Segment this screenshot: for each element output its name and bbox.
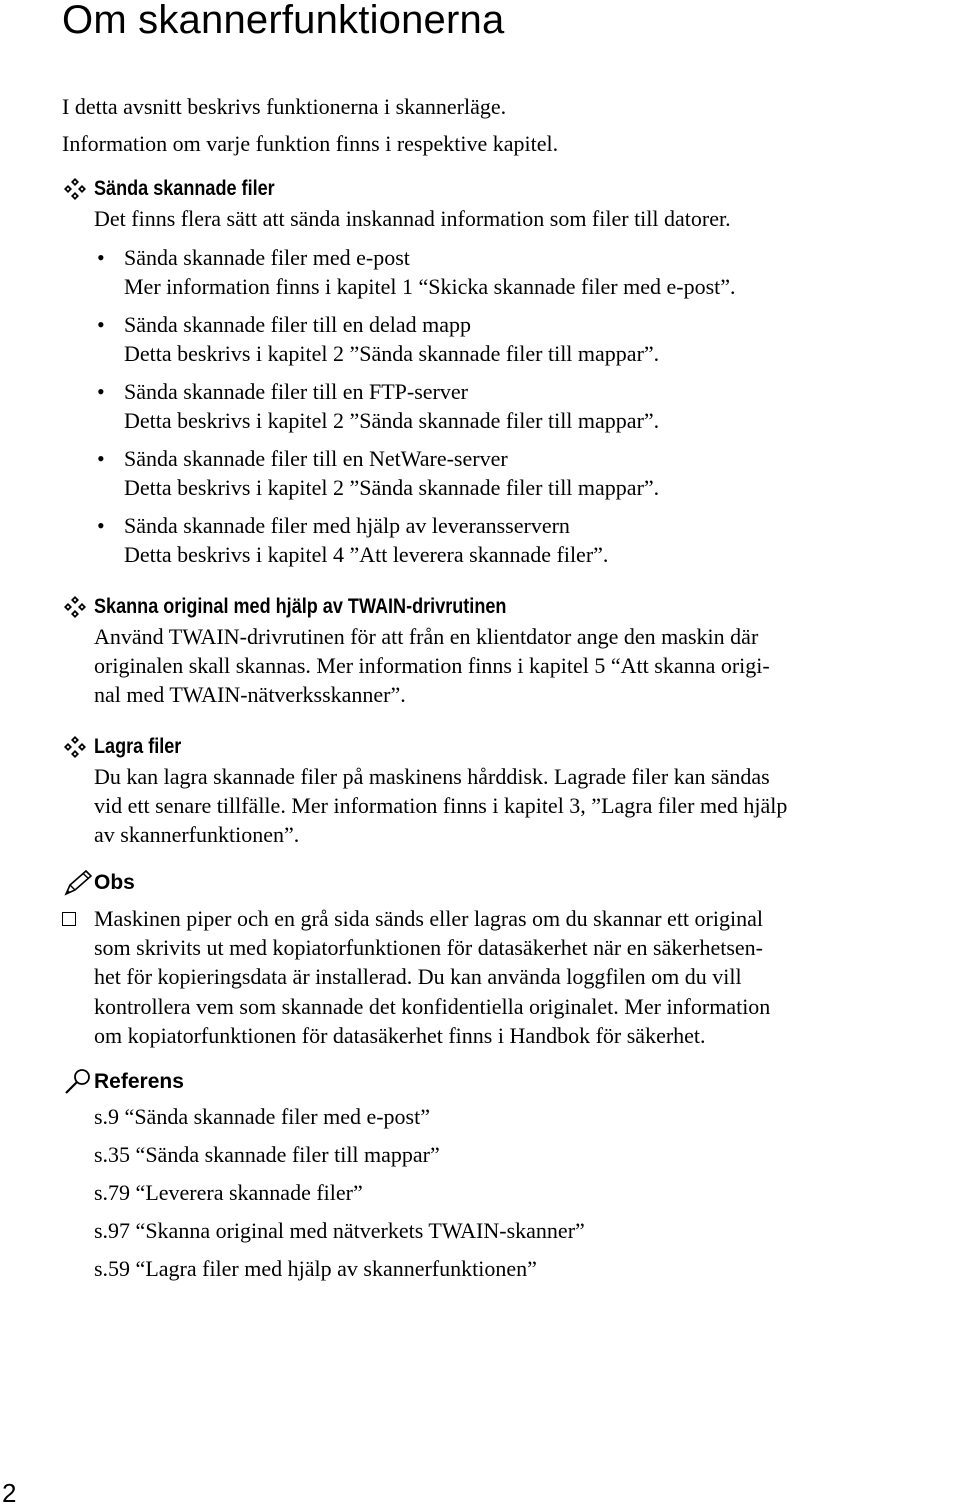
bullet-icon: • (97, 446, 105, 471)
list-item-detail: Mer information finns i kapitel 1 “Skicka skannade filer med e-post”. (124, 274, 736, 299)
magnifier-icon (62, 1066, 94, 1098)
reference-link[interactable]: s.9 “Sända skannade filer med e-post” (94, 1104, 430, 1129)
note-line: som skrivits ut med kopiatorfunktionen för datasäkerhet när en säkerhetsen- (94, 935, 763, 961)
pencil-icon (62, 868, 94, 898)
section-heading (62, 732, 957, 762)
diamond-icon (62, 594, 88, 620)
section-lead: Det finns flera sätt att sända inskannad information som filer till datorer. (94, 206, 731, 231)
section-send (62, 174, 957, 578)
section-heading (62, 174, 957, 204)
section-store (62, 732, 957, 849)
diamond-icon (62, 176, 88, 202)
list-item (94, 511, 957, 569)
body-line: av skannerfunktionen”. (94, 822, 300, 847)
reference-title: Referens (94, 1070, 184, 1093)
note-line: kontrollera vem som skannade det konfidentiella originalet. Mer information (94, 993, 771, 1019)
note-line: om kopiatorfunktionen för datasäkerhet finns i Handbok för säkerhet. (94, 1022, 706, 1048)
bullet-icon: • (97, 379, 105, 404)
section-title: Sända skannade filer (94, 177, 275, 200)
list-item-detail: Detta beskrivs i kapitel 2 ”Sända skannade filer till mappar”. (124, 341, 660, 366)
body-line: Använd TWAIN-drivrutinen för att från en klientdator ange den maskin där (94, 624, 759, 649)
section-heading (62, 592, 957, 622)
reference-link[interactable]: s.35 “Sända skannade filer till mappar” (94, 1142, 440, 1167)
list-item-label: Sända skannade filer till en FTP-server (124, 379, 468, 404)
section-body (94, 622, 957, 709)
note-heading (62, 868, 135, 898)
list-item-label: Sända skannade filer till en NetWare-server (124, 446, 508, 471)
reference-link[interactable]: s.79 “Leverera skannade filer” (94, 1180, 363, 1205)
list-item (94, 444, 957, 502)
note-line: Maskinen piper och en grå sida sänds eller lagras om du skannar ett original (94, 906, 763, 931)
note-line: het för kopieringsdata är installerad. Du kan använda loggfilen om du vill (94, 964, 742, 990)
body-line: nal med TWAIN-nätverksskanner”. (94, 682, 406, 707)
intro-line: Information om varje funktion finns i respektive kapitel. (62, 131, 559, 156)
page-title: Om skannerfunktionerna (62, 0, 505, 42)
bullet-icon: • (97, 245, 105, 270)
note-text (94, 904, 957, 1050)
section-title: Lagra filer (94, 735, 182, 758)
reference-heading (62, 1066, 184, 1098)
body-line: originalen skall skannas. Mer information finns i kapitel 5 “Att skanna origi- (94, 653, 770, 678)
list-item-label: Sända skannade filer till en delad mapp (124, 312, 471, 337)
reference-link[interactable]: s.97 “Skanna original med nätverkets TWAIN-skanner” (94, 1218, 585, 1243)
note-title: Obs (94, 871, 135, 894)
list-item (94, 243, 957, 301)
list-item-detail: Detta beskrivs i kapitel 4 ”Att leverera skannade filer”. (124, 542, 609, 567)
diamond-icon (62, 734, 88, 760)
body-line: vid ett senare tillfälle. Mer information finns i kapitel 3, ”Lagra filer med hjälp (94, 793, 788, 818)
section-twain (62, 592, 957, 709)
bullet-icon: • (97, 312, 105, 337)
page-number: 2 (2, 1478, 17, 1508)
list-item-label: Sända skannade filer med hjälp av leveransservern (124, 513, 570, 538)
list-item (94, 377, 957, 435)
list-item-detail: Detta beskrivs i kapitel 2 ”Sända skannade filer till mappar”. (124, 408, 660, 433)
intro-line: I detta avsnitt beskrivs funktionerna i skannerläge. (62, 94, 507, 119)
section-body (94, 204, 957, 569)
body-line: Du kan lagra skannade filer på maskinens hårddisk. Lagrade filer kan sändas (94, 764, 770, 789)
checkbox-icon (62, 912, 76, 926)
reference-list (94, 1098, 585, 1288)
section-body (94, 762, 957, 849)
intro (62, 88, 558, 162)
list-item-detail: Detta beskrivs i kapitel 2 ”Sända skannade filer till mappar”. (124, 475, 660, 500)
list-item-label: Sända skannade filer med e-post (124, 245, 410, 270)
section-title: Skanna original med hjälp av TWAIN-drivrutinen (94, 595, 507, 618)
list-item (94, 310, 957, 368)
bullet-list (94, 243, 957, 569)
note-item (62, 904, 957, 1050)
reference-link[interactable]: s.59 “Lagra filer med hjälp av skannerfunktionen” (94, 1256, 537, 1281)
bullet-icon: • (97, 513, 105, 538)
